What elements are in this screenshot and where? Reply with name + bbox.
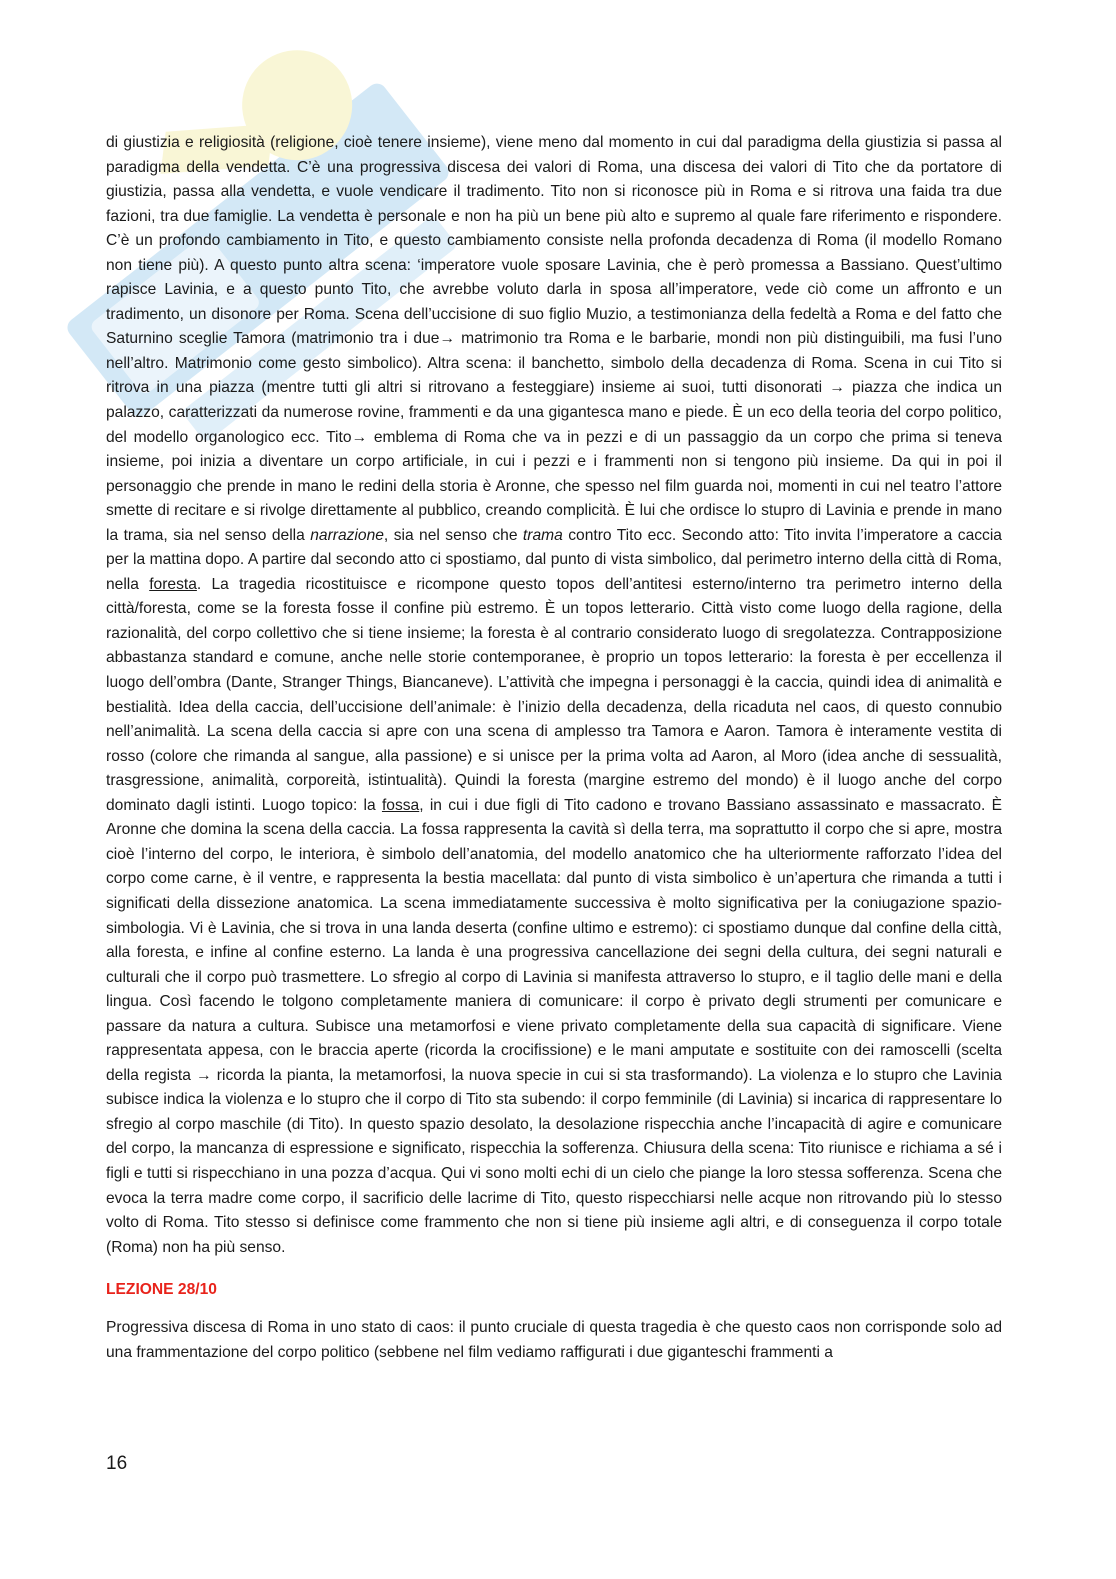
paragraph-text: . La tragedia ricostituisce e ricompone questo topos dell’antitesi esterno/interno tra perimetro interno della città/foresta, come se la foresta fosse il confine più estremo. È un topos letterario. Città visto come luogo della ragione, della razionalità, del corpo collettivo che si tiene insieme; la foresta è al contrario considerato luogo di sregolatezza. Contrapposizione abbastanza standard e comune, anche nelle storie contemporanee, è proprio un topos letterario: la foresta è per eccellenza il luogo dell’ombra (Dante, Stranger Things, Biancaneve). L’attività che impegna i personaggi è la caccia, quindi idea di animalità e bestialità. Idea della caccia, dell’uccisione dell’animale: è l’inizio della decadenza, della ricaduta nel caos, di questo connubio nell’animalità. La scena della caccia si apre con una scena di amplesso tra Tamora e Aaron. Tamora è interamente vestita di rosso (colore che rimanda al sangue, alla passione) e si unisce per la prima volta ad Aaron, al Moro (idea anche di sessualità, trasgressione, animalità, corporeità, istintualità). Quindi la foresta (margine estremo del mondo) è il luogo anche del corpo dominato dagli istinti. Luogo topico: la — [106, 575, 1002, 814]
paragraph-text: di giustizia e religiosità (religione, cioè tenere insieme), viene meno dal momento in cui dal paradigma della giustizia si passa al paradigma della vendetta. C’è una progressiva discesa dei valori di Roma, una discesa dei valori di Tito che da portatore di giustizia, passa alla vendetta, e vuole vendicare il tradimento. Tito non si riconosce più in Roma e si ritrova una faida tra due fazioni, tra due famiglie. La vendetta è personale e non ha più un bene più alto e supremo al quale fare riferimento e rispondere. C’è un profondo cambiamento in Tito, e questo cambiamento consiste nella profonda decadenza di Roma (il modello Romano non tiene più). A questo punto altra scena: ‘imperatore vuole sposare Lavinia, che è però promessa a Bassiano. Quest’ultimo rapisce Lavinia, e a questo punto Tito, che avrebbe voluto darla in sposa all’imperatore, vede ciò come un affronto e un tradimento, un disonore per Roma. Scena dell’uccisione di suo figlio Muzio, a testimonianza della fedeltà a Roma e del fatto che Saturnino sceglie Tamora (matrimonio tra i due→ matrimonio tra Roma e le barbarie, mondi non più distinguibili, ma fusi l’uno nell’altro. Matrimonio come gesto simbolico). Altra scena: il banchetto, simbolo della decadenza di Roma. Scena in cui Tito si ritrova in una piazza (mentre tutti gli altri si ritrovano a festeggiare) insieme ai suoi, tutti disonorati → piazza che indica un palazzo, caratterizzati da numerose rovine, frammenti e da una gigantesca mano e piede. È un eco della teoria del corpo politico, del modello organologico ecc. Tito→ emblema di Roma che va in pezzi e di un passaggio da un corpo che prima si teneva insieme, poi inizia a diventare un corpo artificiale, in cui i pezzi e i frammenti non si tengono più insieme. Da qui in poi il personaggio che prende in mano le redini della storia è Aronne, che spesso nel film guarda noi, momenti in cui nel teatro l’attore smette di recitare e si rivolge direttamente al pubblico, creando complicità. È lui che ordisce lo stupro di Lavinia e prende in mano la trama, sia nel senso della — [106, 134, 1002, 544]
body-paragraph — [106, 131, 1002, 1260]
underlined-word: fossa — [381, 796, 420, 814]
paragraph-text: Progressiva discesa di Roma in uno stato di caos: il punto cruciale di questa tragedia è che questo caos non corrisponde solo ad una frammentazione del corpo politico (sebbene nel film vediamo raffigurati i due giganteschi frammenti a — [106, 1319, 1002, 1361]
section-heading: LEZIONE 28/10 — [106, 1281, 217, 1299]
paragraph-text: , sia nel senso che — [383, 526, 523, 544]
italic-word: narrazione — [310, 526, 384, 544]
document-body — [106, 131, 1002, 1365]
body-paragraph — [106, 1316, 1002, 1365]
paragraph-text: , in cui i due figli di Tito cadono e trovano Bassiano assassinato e massacrato. È Aronne che domina la scena della caccia. La fossa rappresenta la cavità sì della terra, ma soprattutto il corpo che si apre, mostra cioè l’interno del corpo, le interiora, è simbolo dell’anatomia, del modello anatomico che ha ulteriormente rafforzato l’idea del corpo come carne, è il ventre, e rappresenta la bestia macellata: dal punto di vista simbolico è un’apertura che rimanda a tutti i significati della dissezione anatomica. La scena immediatamente successiva è molto significativa per la coniugazione spazio-simbologia. Vi è Lavinia, che si trova in una landa deserta (confine ultimo e estremo): ci spostiamo dunque dal confine della città, alla foresta, e infine al confine esterno. La landa è una progressiva cancellazione dei segni della cultura, dei segni naturali e culturali che il corpo può trasmettere. Lo sfregio al corpo di Lavinia si manifesta attraverso lo stupro, e il taglio delle mani e della lingua. Così facendo le tolgono completamente maniera di comunicare: il corpo è privato degli strumenti per comunicare e passare da natura a cultura. Subisce una metamorfosi e viene privato completamente della sua capacità di significare. Viene rappresentata appesa, con le braccia aperte (ricorda la crocifissione) e le mani amputate e sostituite con dei ramoscelli (scelta della regista → ricorda la pianta, la metamorfosi, la nuova specie in cui si sta trasformando). La violenza e lo stupro che Lavinia subisce indica la violenza e lo stupro che il corpo di Tito sta subendo: il corpo femminile (di Lavinia) si incarica di rappresentare lo sfregio al corpo maschile (di Tito). In questo spazio desolato, la desolazione rispecchia anche l’incapacità di agire e comunicare del corpo, la mancanza di espressione e significato, rispecchia la sofferenza. Chiusura della scena: Tito riunisce e richiama a sé i figli e tutti si rispecchiano in una pozza d’acqua. Qui vi sono molti echi di un cielo che piange la loro stessa sofferenza. Scena che evoca la terra madre come corpo, il sacrificio delle lacrime di Tito, questo rispecchiarsi nelle acque non ritrovando più lo stesso volto di Roma. Tito stesso si definisce come frammento che non si tiene più insieme agli altri, e di conseguenza il corpo totale (Roma) non ha più senso. — [106, 796, 1002, 1256]
italic-word: trama — [522, 526, 563, 544]
underlined-word: foresta — [149, 575, 197, 593]
page-number: 16 — [106, 1453, 128, 1474]
paragraph-text: contro Tito ecc. Secondo atto: Tito invita l’imperatore a caccia per la mattina dopo. A partire dal secondo atto ci spostiamo, dal punto di vista simbolico, dal perimetro interno della città di Roma, nella — [106, 526, 1002, 593]
